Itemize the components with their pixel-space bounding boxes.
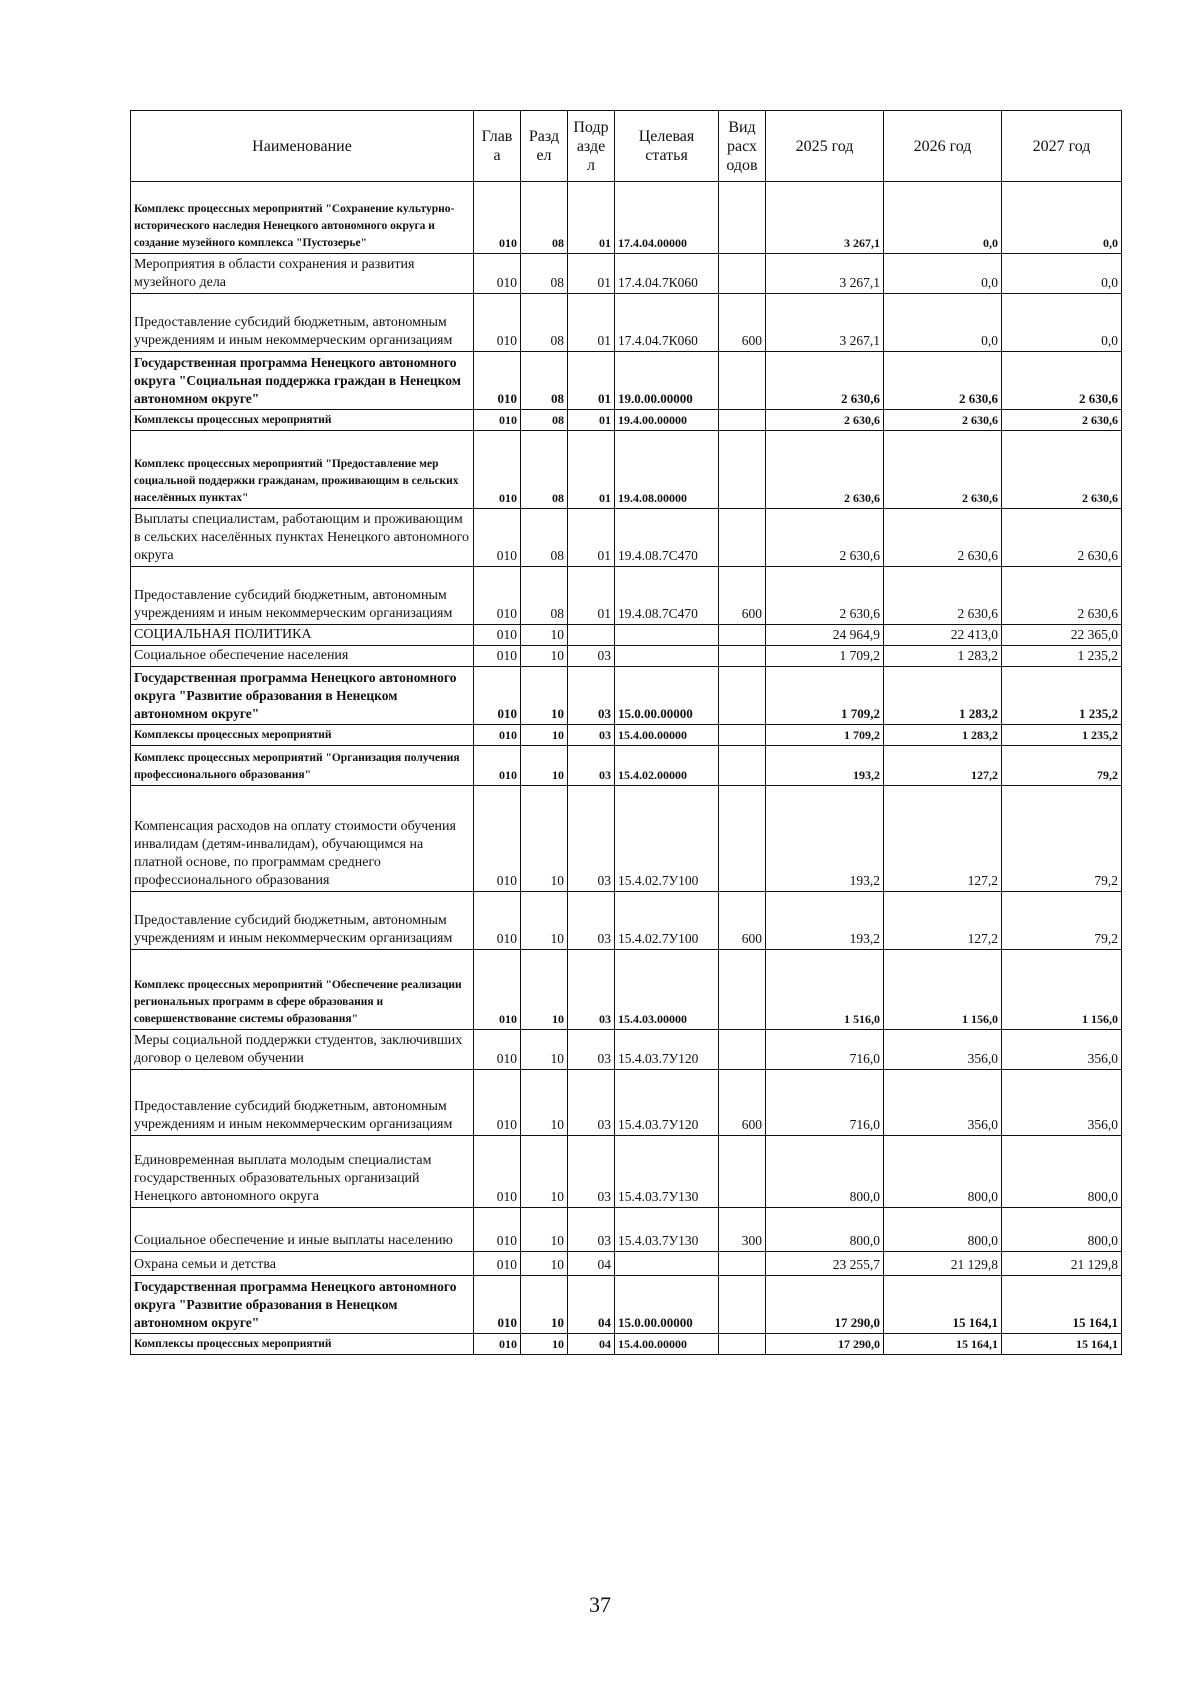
- row-2026: 127,2: [884, 892, 1002, 950]
- row-article: 15.4.02.7У100: [615, 786, 719, 892]
- row-2027: 1 235,2: [1002, 725, 1122, 746]
- row-2027: 2 630,6: [1002, 410, 1122, 431]
- row-expense-type: 600: [719, 1070, 766, 1136]
- row-chapter: 010: [474, 1136, 521, 1208]
- row-2027: 21 129,8: [1002, 1252, 1122, 1276]
- table-row: [131, 1208, 1122, 1252]
- row-section: 10: [521, 1070, 568, 1136]
- row-2026: 0,0: [884, 294, 1002, 352]
- row-chapter: 010: [474, 352, 521, 410]
- row-expense-type: [719, 1252, 766, 1276]
- row-subsection: 03: [568, 786, 615, 892]
- row-2027: 15 164,1: [1002, 1276, 1122, 1334]
- row-chapter: 010: [474, 892, 521, 950]
- row-2025: 3 267,1: [766, 294, 884, 352]
- row-article: 15.4.03.7У130: [615, 1136, 719, 1208]
- row-chapter: 010: [474, 509, 521, 567]
- row-name: Комплексы процессных мероприятий: [131, 410, 474, 431]
- row-name: Социальное обеспечение и иные выплаты населению: [131, 1208, 474, 1252]
- row-2027: 2 630,6: [1002, 567, 1122, 625]
- row-section: 08: [521, 182, 568, 254]
- row-section: 10: [521, 746, 568, 786]
- row-expense-type: [719, 1136, 766, 1208]
- table-row: [131, 950, 1122, 1030]
- row-article: 19.4.00.00000: [615, 410, 719, 431]
- row-name: Государственная программа Ненецкого автономного округа "Развитие образования в Ненецком автономном округе": [131, 667, 474, 725]
- row-subsection: 03: [568, 1136, 615, 1208]
- row-2026: 15 164,1: [884, 1276, 1002, 1334]
- row-subsection: 01: [568, 294, 615, 352]
- row-expense-type: [719, 182, 766, 254]
- table-row: [131, 182, 1122, 254]
- row-subsection: 04: [568, 1334, 615, 1355]
- row-2027: 356,0: [1002, 1070, 1122, 1136]
- row-article: 15.4.03.7У130: [615, 1208, 719, 1252]
- header-article: Целевая статья: [615, 111, 719, 182]
- row-article: 15.0.00.00000: [615, 1276, 719, 1334]
- row-name: Мероприятия в области сохранения и развития музейного дела: [131, 254, 474, 294]
- row-article: 19.4.08.7С470: [615, 567, 719, 625]
- row-chapter: 010: [474, 725, 521, 746]
- row-2025: 2 630,6: [766, 509, 884, 567]
- row-2025: 1 709,2: [766, 725, 884, 746]
- table-header-row: [131, 111, 1122, 182]
- row-article: 17.4.04.7К060: [615, 254, 719, 294]
- row-name: Государственная программа Ненецкого автономного округа "Развитие образования в Ненецком автономном округе": [131, 1276, 474, 1334]
- row-2025: 3 267,1: [766, 254, 884, 294]
- row-2027: 2 630,6: [1002, 509, 1122, 567]
- row-2025: 716,0: [766, 1030, 884, 1070]
- row-expense-type: [719, 1334, 766, 1355]
- table-row: [131, 667, 1122, 725]
- row-article: 15.4.02.7У100: [615, 892, 719, 950]
- row-section: 10: [521, 725, 568, 746]
- table-row: [131, 1334, 1122, 1355]
- row-2026: 1 156,0: [884, 950, 1002, 1030]
- table-row: [131, 1252, 1122, 1276]
- row-2027: 2 630,6: [1002, 352, 1122, 410]
- row-name: Государственная программа Ненецкого автономного округа "Социальная поддержка граждан в Ненецком автономном округе": [131, 352, 474, 410]
- row-2025: 17 290,0: [766, 1334, 884, 1355]
- row-2026: 356,0: [884, 1030, 1002, 1070]
- row-2025: 193,2: [766, 892, 884, 950]
- row-2027: 1 235,2: [1002, 646, 1122, 667]
- row-expense-type: [719, 746, 766, 786]
- row-2027: 0,0: [1002, 254, 1122, 294]
- row-article: 19.4.08.00000: [615, 431, 719, 509]
- row-2025: 2 630,6: [766, 431, 884, 509]
- row-chapter: 010: [474, 567, 521, 625]
- header-expense-type: Вид расх одов: [719, 111, 766, 182]
- row-subsection: 03: [568, 1070, 615, 1136]
- table-row: [131, 1070, 1122, 1136]
- row-expense-type: [719, 646, 766, 667]
- row-name: Охрана семьи и детства: [131, 1252, 474, 1276]
- row-2026: 1 283,2: [884, 667, 1002, 725]
- row-name: Комплекс процессных мероприятий "Предоставление мер социальной поддержки гражданам, проживающим в сельских населённых пунктах": [131, 431, 474, 509]
- row-name: Предоставление субсидий бюджетным, автономным учреждениям и иным некоммерческим организациям: [131, 567, 474, 625]
- row-subsection: 01: [568, 509, 615, 567]
- row-2027: 800,0: [1002, 1208, 1122, 1252]
- row-name: Комплексы процессных мероприятий: [131, 1334, 474, 1355]
- row-expense-type: [719, 431, 766, 509]
- row-section: 10: [521, 1208, 568, 1252]
- row-name: Предоставление субсидий бюджетным, автономным учреждениям и иным некоммерческим организациям: [131, 892, 474, 950]
- row-2025: 17 290,0: [766, 1276, 884, 1334]
- table-body: [131, 182, 1122, 1355]
- row-2026: 2 630,6: [884, 509, 1002, 567]
- table-row: [131, 410, 1122, 431]
- row-2026: 15 164,1: [884, 1334, 1002, 1355]
- row-2025: 193,2: [766, 746, 884, 786]
- row-section: 08: [521, 509, 568, 567]
- row-2026: 1 283,2: [884, 646, 1002, 667]
- row-name: СОЦИАЛЬНАЯ ПОЛИТИКА: [131, 625, 474, 646]
- row-2026: 0,0: [884, 182, 1002, 254]
- row-subsection: 03: [568, 646, 615, 667]
- row-subsection: 01: [568, 567, 615, 625]
- row-article: 15.4.02.00000: [615, 746, 719, 786]
- row-subsection: [568, 625, 615, 646]
- row-2026: 2 630,6: [884, 352, 1002, 410]
- row-subsection: 03: [568, 725, 615, 746]
- header-subsection: Подр азде л: [568, 111, 615, 182]
- row-name: Предоставление субсидий бюджетным, автономным учреждениям и иным некоммерческим организациям: [131, 1070, 474, 1136]
- table-row: [131, 431, 1122, 509]
- header-2027: 2027 год: [1002, 111, 1122, 182]
- row-name: Предоставление субсидий бюджетным, автономным учреждениям и иным некоммерческим организациям: [131, 294, 474, 352]
- table-row: [131, 294, 1122, 352]
- row-2026: 127,2: [884, 786, 1002, 892]
- row-section: 08: [521, 294, 568, 352]
- row-2027: 1 156,0: [1002, 950, 1122, 1030]
- row-article: 19.0.00.00000: [615, 352, 719, 410]
- row-chapter: 010: [474, 410, 521, 431]
- row-section: 10: [521, 786, 568, 892]
- row-subsection: 03: [568, 1208, 615, 1252]
- row-subsection: 01: [568, 182, 615, 254]
- row-2025: 800,0: [766, 1208, 884, 1252]
- row-subsection: 01: [568, 431, 615, 509]
- row-name: Комплексы процессных мероприятий: [131, 725, 474, 746]
- row-section: 08: [521, 410, 568, 431]
- row-2025: 2 630,6: [766, 410, 884, 431]
- table-row: [131, 1276, 1122, 1334]
- row-chapter: 010: [474, 182, 521, 254]
- row-article: 17.4.04.7К060: [615, 294, 719, 352]
- row-subsection: 01: [568, 254, 615, 294]
- row-expense-type: [719, 509, 766, 567]
- row-article: 15.4.00.00000: [615, 725, 719, 746]
- row-name: Социальное обеспечение населения: [131, 646, 474, 667]
- row-article: [615, 1252, 719, 1276]
- row-expense-type: [719, 410, 766, 431]
- table-row: [131, 892, 1122, 950]
- table-row: [131, 746, 1122, 786]
- row-expense-type: [719, 950, 766, 1030]
- row-chapter: 010: [474, 431, 521, 509]
- table-row: [131, 567, 1122, 625]
- row-2026: 21 129,8: [884, 1252, 1002, 1276]
- header-2025: 2025 год: [766, 111, 884, 182]
- row-expense-type: [719, 254, 766, 294]
- row-article: 17.4.04.00000: [615, 182, 719, 254]
- row-2025: 800,0: [766, 1136, 884, 1208]
- row-subsection: 03: [568, 667, 615, 725]
- row-expense-type: 600: [719, 567, 766, 625]
- row-section: 10: [521, 625, 568, 646]
- row-name: Комплекс процессных мероприятий "Организация получения профессионального образования": [131, 746, 474, 786]
- table-row: [131, 1136, 1122, 1208]
- row-section: 10: [521, 667, 568, 725]
- row-subsection: 04: [568, 1252, 615, 1276]
- row-expense-type: [719, 786, 766, 892]
- row-expense-type: [719, 725, 766, 746]
- row-chapter: 010: [474, 786, 521, 892]
- row-2026: 2 630,6: [884, 410, 1002, 431]
- row-chapter: 010: [474, 1208, 521, 1252]
- row-2026: 2 630,6: [884, 431, 1002, 509]
- row-expense-type: 600: [719, 294, 766, 352]
- row-2027: 0,0: [1002, 294, 1122, 352]
- row-chapter: 010: [474, 1252, 521, 1276]
- row-expense-type: 600: [719, 892, 766, 950]
- row-2026: 22 413,0: [884, 625, 1002, 646]
- row-section: 08: [521, 352, 568, 410]
- row-2027: 356,0: [1002, 1030, 1122, 1070]
- row-name: Комплекс процессных мероприятий "Сохранение культурно-исторического наследия Ненецкого автономного округа и создание музейного комплекса "Пустозерье": [131, 182, 474, 254]
- row-2027: 79,2: [1002, 786, 1122, 892]
- row-expense-type: [719, 625, 766, 646]
- table-row: [131, 1030, 1122, 1070]
- header-section: Разд ел: [521, 111, 568, 182]
- row-chapter: 010: [474, 646, 521, 667]
- row-section: 10: [521, 646, 568, 667]
- page-number: 37: [589, 1592, 611, 1617]
- row-2025: 1 516,0: [766, 950, 884, 1030]
- table-row: [131, 254, 1122, 294]
- row-2025: 1 709,2: [766, 646, 884, 667]
- row-subsection: 03: [568, 746, 615, 786]
- table-row: [131, 625, 1122, 646]
- row-subsection: 01: [568, 352, 615, 410]
- row-subsection: 01: [568, 410, 615, 431]
- table-row: [131, 786, 1122, 892]
- row-2025: 716,0: [766, 1070, 884, 1136]
- table-row: [131, 646, 1122, 667]
- row-expense-type: [719, 352, 766, 410]
- row-section: 10: [521, 892, 568, 950]
- row-article: [615, 625, 719, 646]
- row-section: 10: [521, 1136, 568, 1208]
- table-row: [131, 352, 1122, 410]
- row-article: 15.4.03.7У120: [615, 1030, 719, 1070]
- row-2025: 3 267,1: [766, 182, 884, 254]
- row-expense-type: [719, 667, 766, 725]
- row-2025: 23 255,7: [766, 1252, 884, 1276]
- row-section: 08: [521, 254, 568, 294]
- table-row: [131, 725, 1122, 746]
- row-chapter: 010: [474, 1070, 521, 1136]
- row-chapter: 010: [474, 950, 521, 1030]
- row-subsection: 03: [568, 892, 615, 950]
- header-chapter: Глав а: [474, 111, 521, 182]
- row-section: 10: [521, 1030, 568, 1070]
- row-2027: 15 164,1: [1002, 1334, 1122, 1355]
- row-2027: 0,0: [1002, 182, 1122, 254]
- row-2026: 1 283,2: [884, 725, 1002, 746]
- row-2025: 2 630,6: [766, 352, 884, 410]
- row-2026: 800,0: [884, 1208, 1002, 1252]
- row-article: 15.0.00.00000: [615, 667, 719, 725]
- row-2026: 0,0: [884, 254, 1002, 294]
- row-name: Компенсация расходов на оплату стоимости обучения инвалидам (детям-инвалидам), обучающимся на платной основе, по программам среднего профессионального образования: [131, 786, 474, 892]
- row-2027: 2 630,6: [1002, 431, 1122, 509]
- row-expense-type: [719, 1030, 766, 1070]
- row-chapter: 010: [474, 1276, 521, 1334]
- row-section: 08: [521, 431, 568, 509]
- budget-table: [130, 110, 1122, 1355]
- row-expense-type: [719, 1276, 766, 1334]
- row-2027: 800,0: [1002, 1136, 1122, 1208]
- row-article: 19.4.08.7С470: [615, 509, 719, 567]
- row-section: 10: [521, 1334, 568, 1355]
- row-name: Комплекс процессных мероприятий "Обеспечение реализации региональных программ в сфере образования и совершенствование системы образования": [131, 950, 474, 1030]
- row-2025: 2 630,6: [766, 567, 884, 625]
- row-chapter: 010: [474, 625, 521, 646]
- row-2026: 800,0: [884, 1136, 1002, 1208]
- row-chapter: 010: [474, 1334, 521, 1355]
- row-2025: 24 964,9: [766, 625, 884, 646]
- row-subsection: 03: [568, 950, 615, 1030]
- row-article: 15.4.03.7У120: [615, 1070, 719, 1136]
- table-row: [131, 509, 1122, 567]
- row-2027: 1 235,2: [1002, 667, 1122, 725]
- row-section: 10: [521, 1276, 568, 1334]
- header-2026: 2026 год: [884, 111, 1002, 182]
- row-2027: 22 365,0: [1002, 625, 1122, 646]
- row-chapter: 010: [474, 746, 521, 786]
- row-expense-type: 300: [719, 1208, 766, 1252]
- row-chapter: 010: [474, 254, 521, 294]
- row-article: [615, 646, 719, 667]
- row-2026: 127,2: [884, 746, 1002, 786]
- row-article: 15.4.03.00000: [615, 950, 719, 1030]
- row-article: 15.4.00.00000: [615, 1334, 719, 1355]
- row-2025: 193,2: [766, 786, 884, 892]
- row-2025: 1 709,2: [766, 667, 884, 725]
- row-2027: 79,2: [1002, 892, 1122, 950]
- row-2027: 79,2: [1002, 746, 1122, 786]
- row-section: 10: [521, 950, 568, 1030]
- row-chapter: 010: [474, 1030, 521, 1070]
- row-chapter: 010: [474, 294, 521, 352]
- header-name: Наименование: [131, 111, 474, 182]
- row-subsection: 04: [568, 1276, 615, 1334]
- row-name: Меры социальной поддержки студентов, заключивших договор о целевом обучении: [131, 1030, 474, 1070]
- row-2026: 356,0: [884, 1070, 1002, 1136]
- row-2026: 2 630,6: [884, 567, 1002, 625]
- row-chapter: 010: [474, 667, 521, 725]
- row-section: 08: [521, 567, 568, 625]
- row-name: Единовременная выплата молодым специалистам государственных образовательных организаций Ненецкого автономного округа: [131, 1136, 474, 1208]
- row-subsection: 03: [568, 1030, 615, 1070]
- row-section: 10: [521, 1252, 568, 1276]
- row-name: Выплаты специалистам, работающим и проживающим в сельских населённых пунктах Ненецкого автономного округа: [131, 509, 474, 567]
